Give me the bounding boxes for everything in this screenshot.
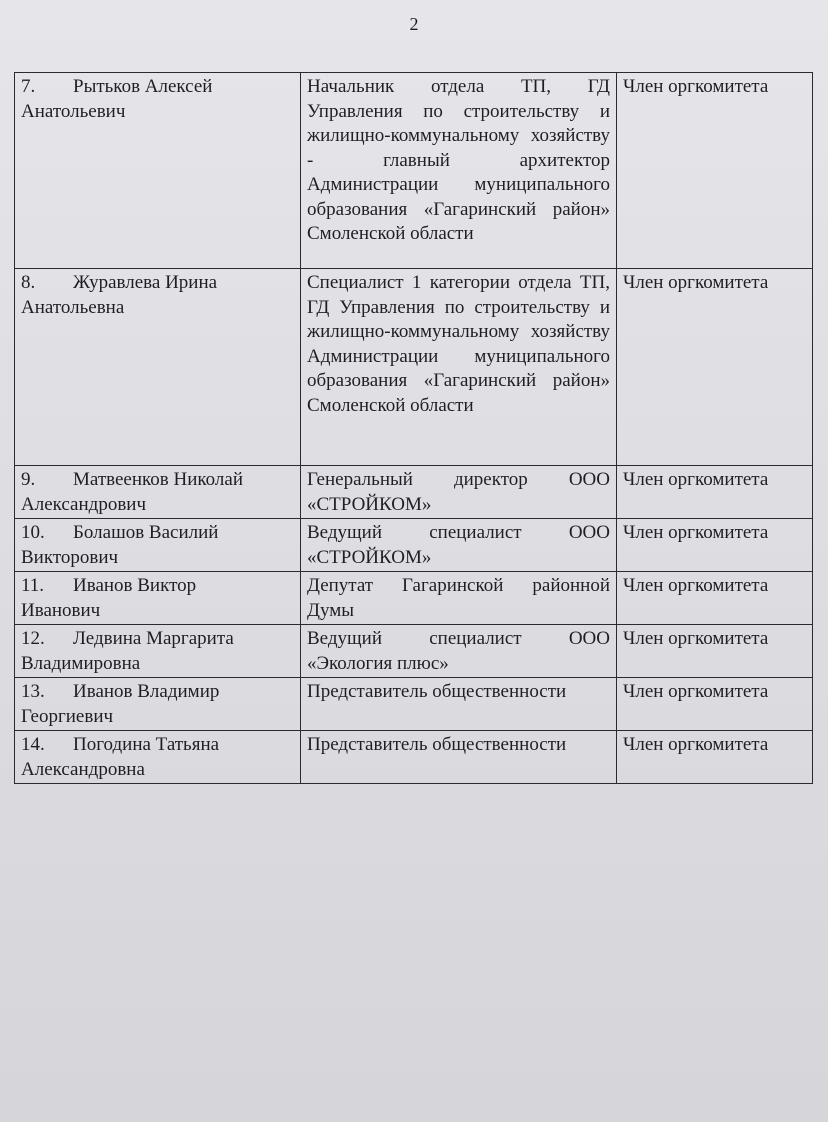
table-row — [15, 731, 813, 784]
row-number: 8. — [21, 272, 36, 293]
member-position: Генеральный директор ООО «СТРОЙКОМ» — [301, 466, 617, 519]
member-name-first: Рытьков Алексей — [73, 76, 213, 97]
member-name-second: Анатольевич — [21, 100, 126, 122]
row-number: 10. — [21, 522, 45, 543]
member-name-second: Иванович — [21, 599, 101, 621]
member-role: Член оргкомитета — [617, 519, 813, 572]
table-row — [15, 678, 813, 731]
member-position: Представитель общественности — [301, 731, 617, 784]
member-position: Ведущий специалист ООО «Экология плюс» — [301, 625, 617, 678]
member-name-cell — [15, 519, 301, 572]
member-name-first: Иванов Владимир — [73, 681, 220, 702]
member-name-cell — [15, 572, 301, 625]
member-role: Член оргкомитета — [617, 466, 813, 519]
table-row — [15, 269, 813, 466]
member-position: Представитель общественности — [301, 678, 617, 731]
member-name-cell — [15, 678, 301, 731]
member-name-cell — [15, 269, 301, 466]
table-row — [15, 625, 813, 678]
member-name-cell — [15, 73, 301, 269]
member-role: Член оргкомитета — [617, 625, 813, 678]
row-number: 14. — [21, 734, 45, 755]
table-row — [15, 73, 813, 269]
member-name-first: Матвеенков Николай — [73, 469, 244, 490]
member-name-second: Александровна — [21, 758, 145, 780]
member-name-cell — [15, 625, 301, 678]
page-number: 2 — [409, 14, 419, 34]
member-name-first: Погодина Татьяна — [73, 734, 220, 755]
member-position: Депутат Гагаринской районной Думы — [301, 572, 617, 625]
member-name-first: Журавлева Ирина — [73, 272, 218, 293]
member-role: Член оргкомитета — [617, 269, 813, 466]
member-role: Член оргкомитета — [617, 73, 813, 269]
member-name-second: Александрович — [21, 493, 147, 515]
member-role: Член оргкомитета — [617, 572, 813, 625]
member-name-cell — [15, 731, 301, 784]
member-name-second: Викторович — [21, 546, 119, 568]
member-role: Член оргкомитета — [617, 678, 813, 731]
committee-table — [14, 72, 813, 784]
table-row — [15, 572, 813, 625]
member-name-second: Георгиевич — [21, 705, 114, 727]
member-name-cell — [15, 466, 301, 519]
member-name-second: Владимировна — [21, 652, 141, 674]
member-role: Член оргкомитета — [617, 731, 813, 784]
member-position: Ведущий специалист ООО «СТРОЙКОМ» — [301, 519, 617, 572]
table-row — [15, 466, 813, 519]
row-number: 9. — [21, 469, 36, 490]
table-row — [15, 519, 813, 572]
member-name-first: Ледвина Маргарита — [73, 628, 234, 649]
row-number: 11. — [21, 575, 45, 596]
member-position: Начальник отдела ТП, ГД Управления по строительству и жилищно-коммунальному хозяйству - главный архитектор Администрации муниципального образования «Гагаринский район» Смоленской области — [301, 73, 617, 269]
member-position: Специалист 1 категории отдела ТП, ГД Управления по строительству и жилищно-коммунальному хозяйству Администрации муниципального образования «Гагаринский район» Смоленской области — [301, 269, 617, 466]
row-number: 12. — [21, 628, 45, 649]
row-number: 13. — [21, 681, 45, 702]
member-name-first: Иванов Виктор — [73, 575, 197, 596]
member-name-first: Болашов Василий — [73, 522, 219, 543]
row-number: 7. — [21, 76, 36, 97]
member-name-second: Анатольевна — [21, 296, 125, 318]
